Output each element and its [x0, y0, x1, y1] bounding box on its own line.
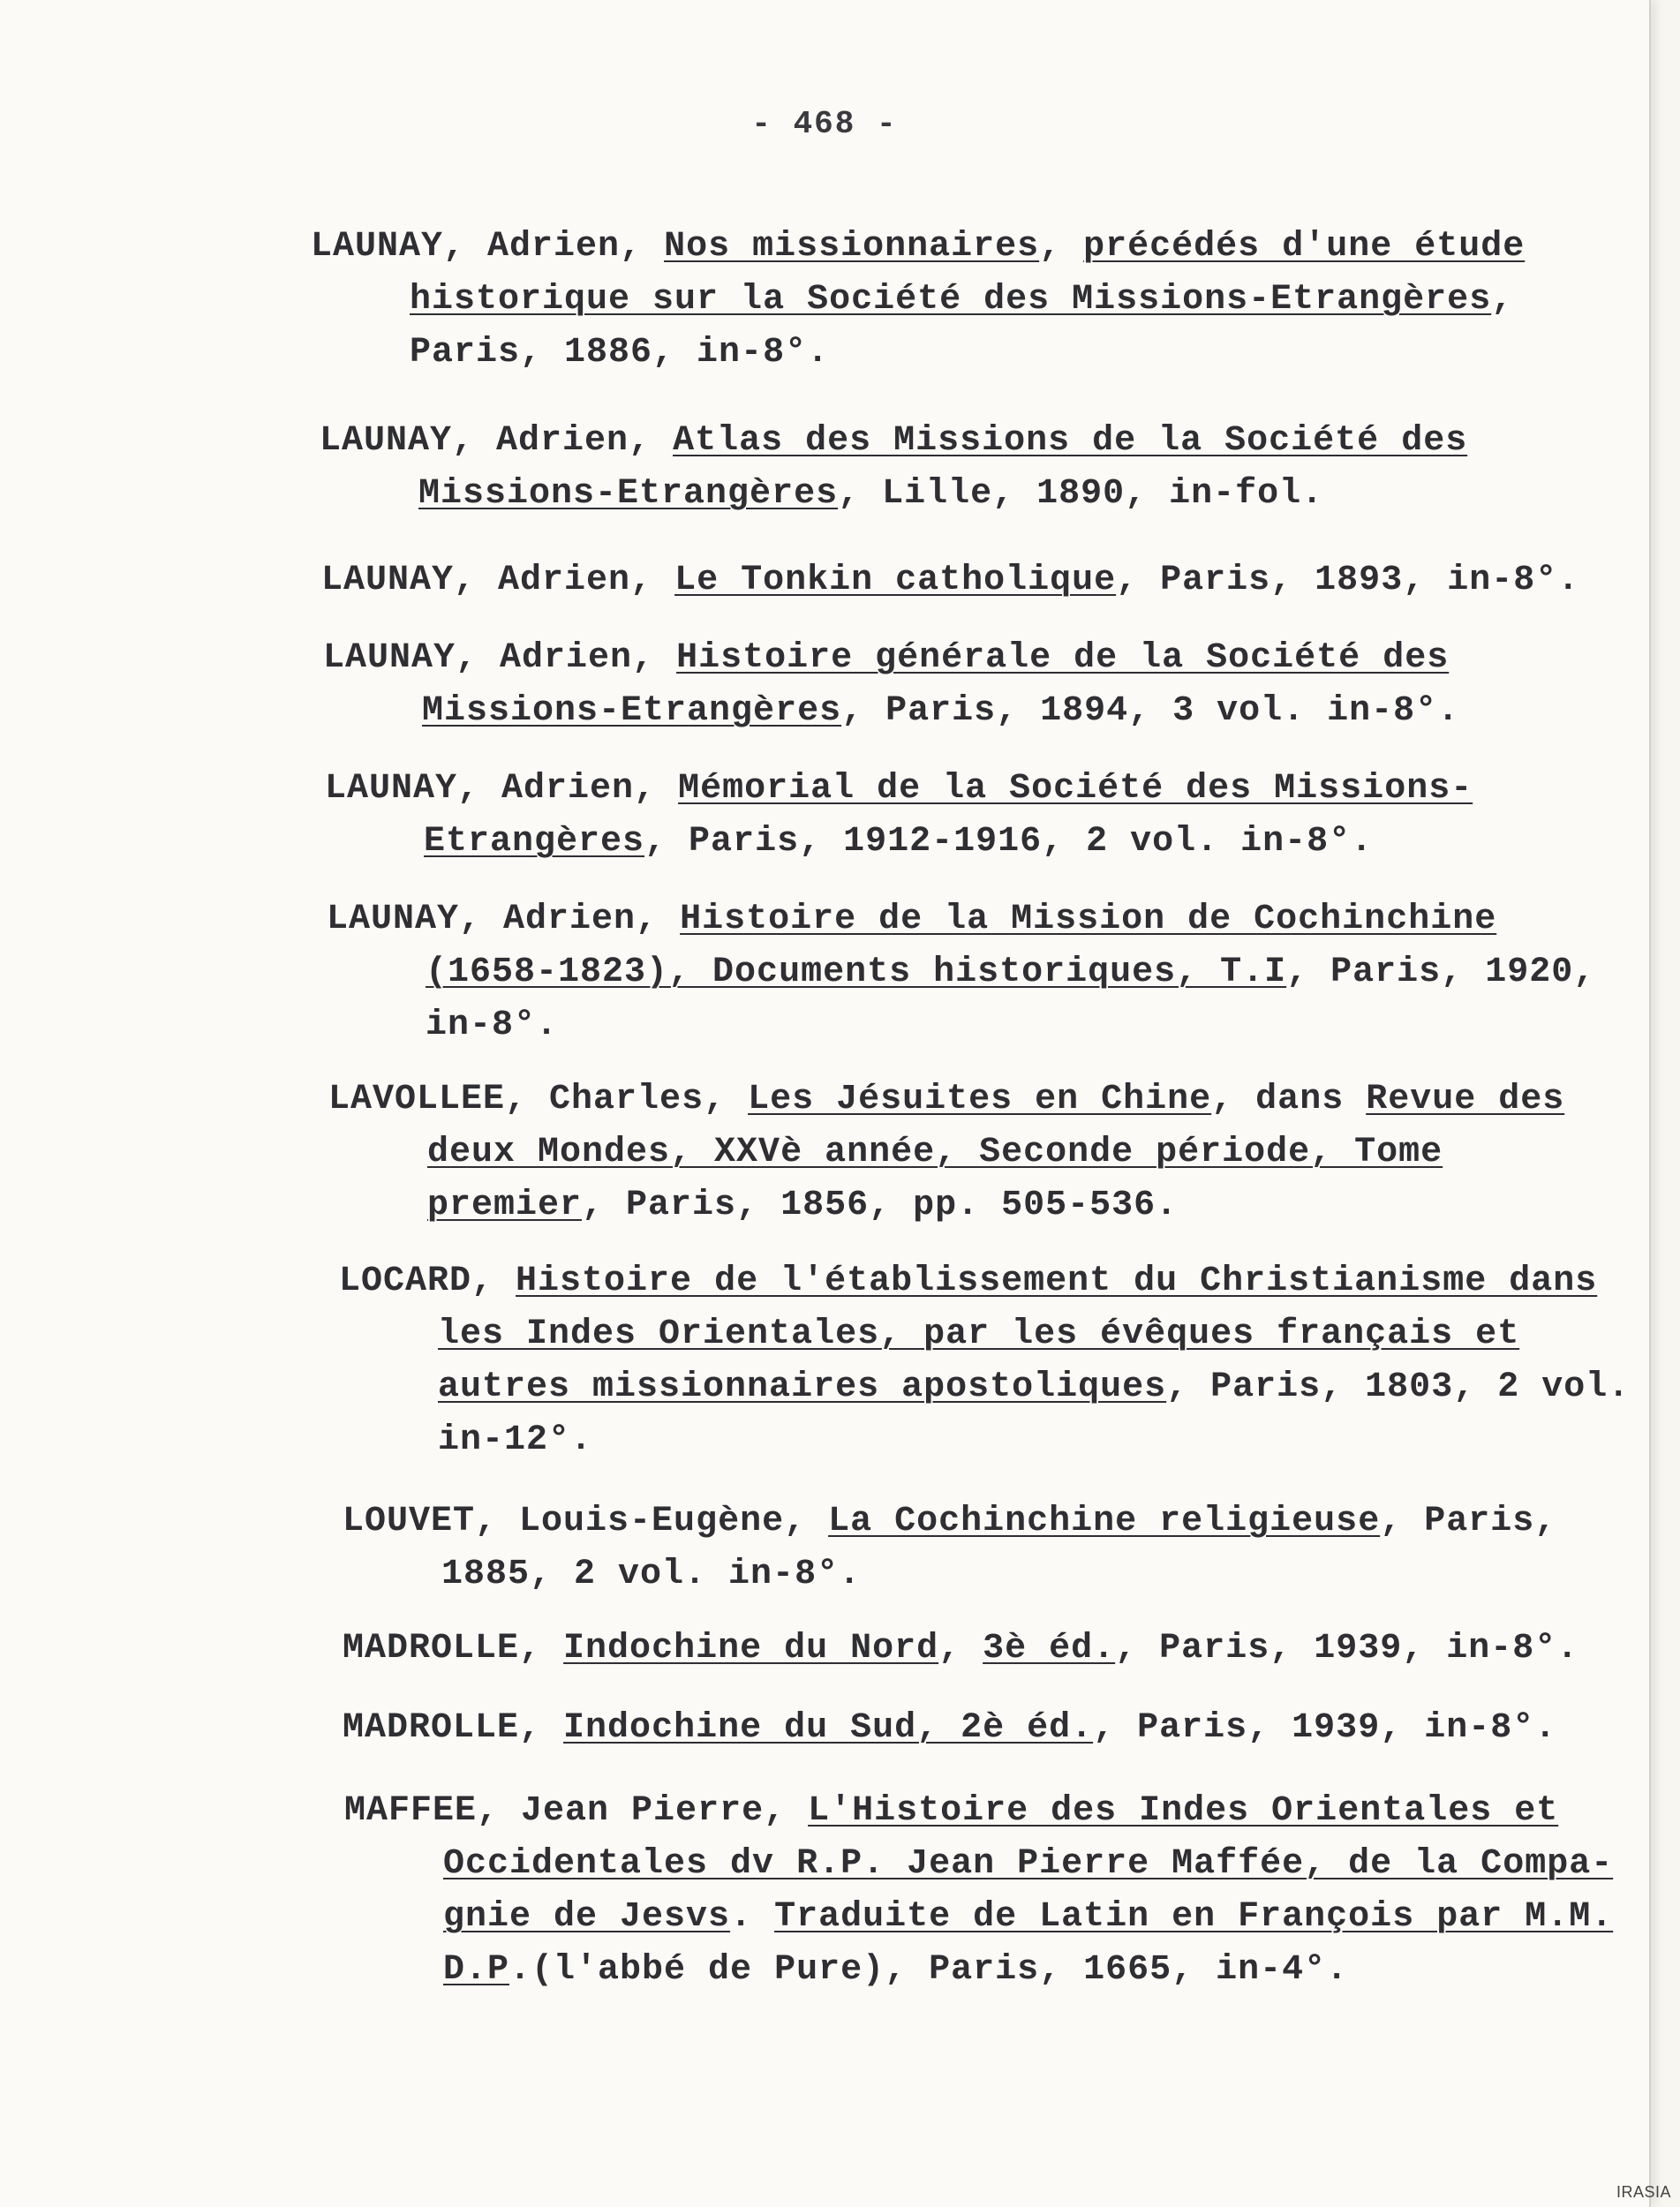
entry-title: La Cochinchine religieuse	[828, 1502, 1381, 1541]
entry-line: LOCARD, Histoire de l'établissement du Christianisme dans	[339, 1262, 1598, 1301]
entry-title: historique sur la Société des Missions-Etrangères	[410, 280, 1492, 320]
entry-title: Le Tonkin catholique	[674, 561, 1117, 600]
entry-line: LAUNAY, Adrien, Mémorial de la Société des Missions-	[325, 769, 1473, 809]
bibliography-entry	[343, 1702, 1556, 1755]
bibliography-entry	[343, 1495, 1556, 1601]
entry-line: in-12°.	[438, 1420, 593, 1460]
entry-line: Missions-Etrangères, Paris, 1894, 3 vol. in-8°.	[422, 691, 1460, 731]
bibliography-entry	[344, 1785, 1613, 1997]
entry-title: Histoire de la Mission de Cochinchine	[680, 900, 1497, 939]
bibliography-entry	[320, 415, 1467, 521]
entry-title: autres missionnaires apostoliques	[438, 1367, 1167, 1407]
entry-line: MAFFEE, Jean Pierre, L'Histoire des Indes Orientales et	[344, 1791, 1559, 1831]
entry-title: D.P	[443, 1950, 510, 1990]
entry-line: historique sur la Société des Missions-Etrangères,	[410, 280, 1514, 320]
entry-title: Traduite de Latin en François par M.M.	[774, 1897, 1614, 1937]
watermark-label: IRASIA	[1616, 2183, 1671, 2201]
entry-line: LAUNAY, Adrien, Histoire générale de la Société des	[323, 638, 1450, 678]
bibliography-entry	[327, 893, 1595, 1052]
entry-title: L'Histoire des Indes Orientales et	[808, 1791, 1559, 1831]
entry-title: (1658-1823), Documents historiques, T.I	[426, 953, 1287, 992]
entry-line: LAUNAY, Adrien, Le Tonkin catholique, Paris, 1893, in-8°.	[321, 561, 1580, 600]
bibliography-entry	[311, 221, 1525, 380]
entry-title: Etrangères	[424, 822, 645, 862]
entry-title: Missions-Etrangères	[418, 474, 839, 514]
entry-line: Etrangères, Paris, 1912-1916, 2 vol. in-8°.	[424, 822, 1374, 862]
entry-line	[328, 1126, 1564, 1179]
entry-title: Atlas des Missions de la Société des	[673, 421, 1468, 461]
entry-line: Paris, 1886, in-8°.	[410, 333, 830, 373]
entry-title: précédés d'une étude	[1083, 227, 1526, 267]
entry-line: Missions-Etrangères, Lille, 1890, in-fol.	[418, 474, 1324, 514]
entry-title: Nos missionnaires	[664, 227, 1040, 267]
entry-line: 1885, 2 vol. in-8°.	[441, 1555, 862, 1594]
bibliography-entry	[339, 1255, 1630, 1467]
bibliography-entry	[343, 1623, 1578, 1676]
entry-line: premier, Paris, 1856, pp. 505-536.	[427, 1186, 1179, 1225]
entry-line: LAUNAY, Adrien, Histoire de la Mission de Cochinchine	[327, 900, 1497, 939]
entry-line: LAUNAY, Adrien, Atlas des Missions de la Société des	[320, 421, 1468, 461]
entry-title: deux Mondes, XXVè année, Seconde période, Tome	[427, 1133, 1443, 1172]
entry-title: Revue des	[1366, 1080, 1565, 1119]
entry-title: les Indes Orientales, par les évêques français et	[438, 1314, 1520, 1354]
entry-line: MADROLLE, Indochine du Nord, 3è éd., Paris, 1939, in-8°.	[343, 1629, 1579, 1668]
entry-title: Mémorial de la Société des Missions-	[678, 769, 1473, 809]
entry-line	[339, 1308, 1630, 1361]
entry-title: Histoire générale de la Société des	[676, 638, 1450, 678]
entry-title: Histoire de l'établissement du Christianisme dans	[516, 1262, 1598, 1301]
entry-line: in-8°.	[426, 1006, 559, 1045]
bibliography-entry	[323, 632, 1459, 738]
entry-line	[344, 1838, 1613, 1891]
entry-edition: 3è éd.	[983, 1629, 1116, 1668]
entry-title: premier	[427, 1186, 583, 1225]
entry-title: Indochine du Nord	[563, 1629, 939, 1668]
bibliography-entry	[328, 1073, 1564, 1232]
entry-line: LOUVET, Louis-Eugène, La Cochinchine religieuse, Paris,	[343, 1502, 1557, 1541]
bibliography-entry	[321, 554, 1579, 607]
bibliography-entry	[325, 763, 1473, 869]
entry-line: MADROLLE, Indochine du Sud, 2è éd., Paris, 1939, in-8°.	[343, 1708, 1557, 1748]
entry-title: Occidentales dv R.P. Jean Pierre Maffée, de la Compa-	[443, 1844, 1614, 1884]
entry-title: Missions-Etrangères	[422, 691, 842, 731]
entry-line: (1658-1823), Documents historiques, T.I, Paris, 1920,	[426, 953, 1596, 992]
entry-title: Indochine du Sud, 2è éd.	[563, 1708, 1094, 1748]
entry-line: LAUNAY, Adrien, Nos missionnaires, précédés d'une étude	[311, 227, 1526, 267]
entry-title: Les Jésuites en Chine	[748, 1080, 1212, 1119]
entry-line: autres missionnaires apostoliques, Paris, 1803, 2 vol.	[438, 1367, 1631, 1407]
entry-line: gnie de Jesvs. Traduite de Latin en François par M.M.	[443, 1897, 1614, 1937]
entry-title: gnie de Jesvs	[443, 1897, 731, 1937]
page-number: - 468 -	[751, 106, 898, 142]
entry-line: D.P.(l'abbé de Pure), Paris, 1665, in-4°.	[443, 1950, 1349, 1990]
entry-line: LAVOLLEE, Charles, Les Jésuites en Chine, dans Revue des	[328, 1080, 1565, 1119]
